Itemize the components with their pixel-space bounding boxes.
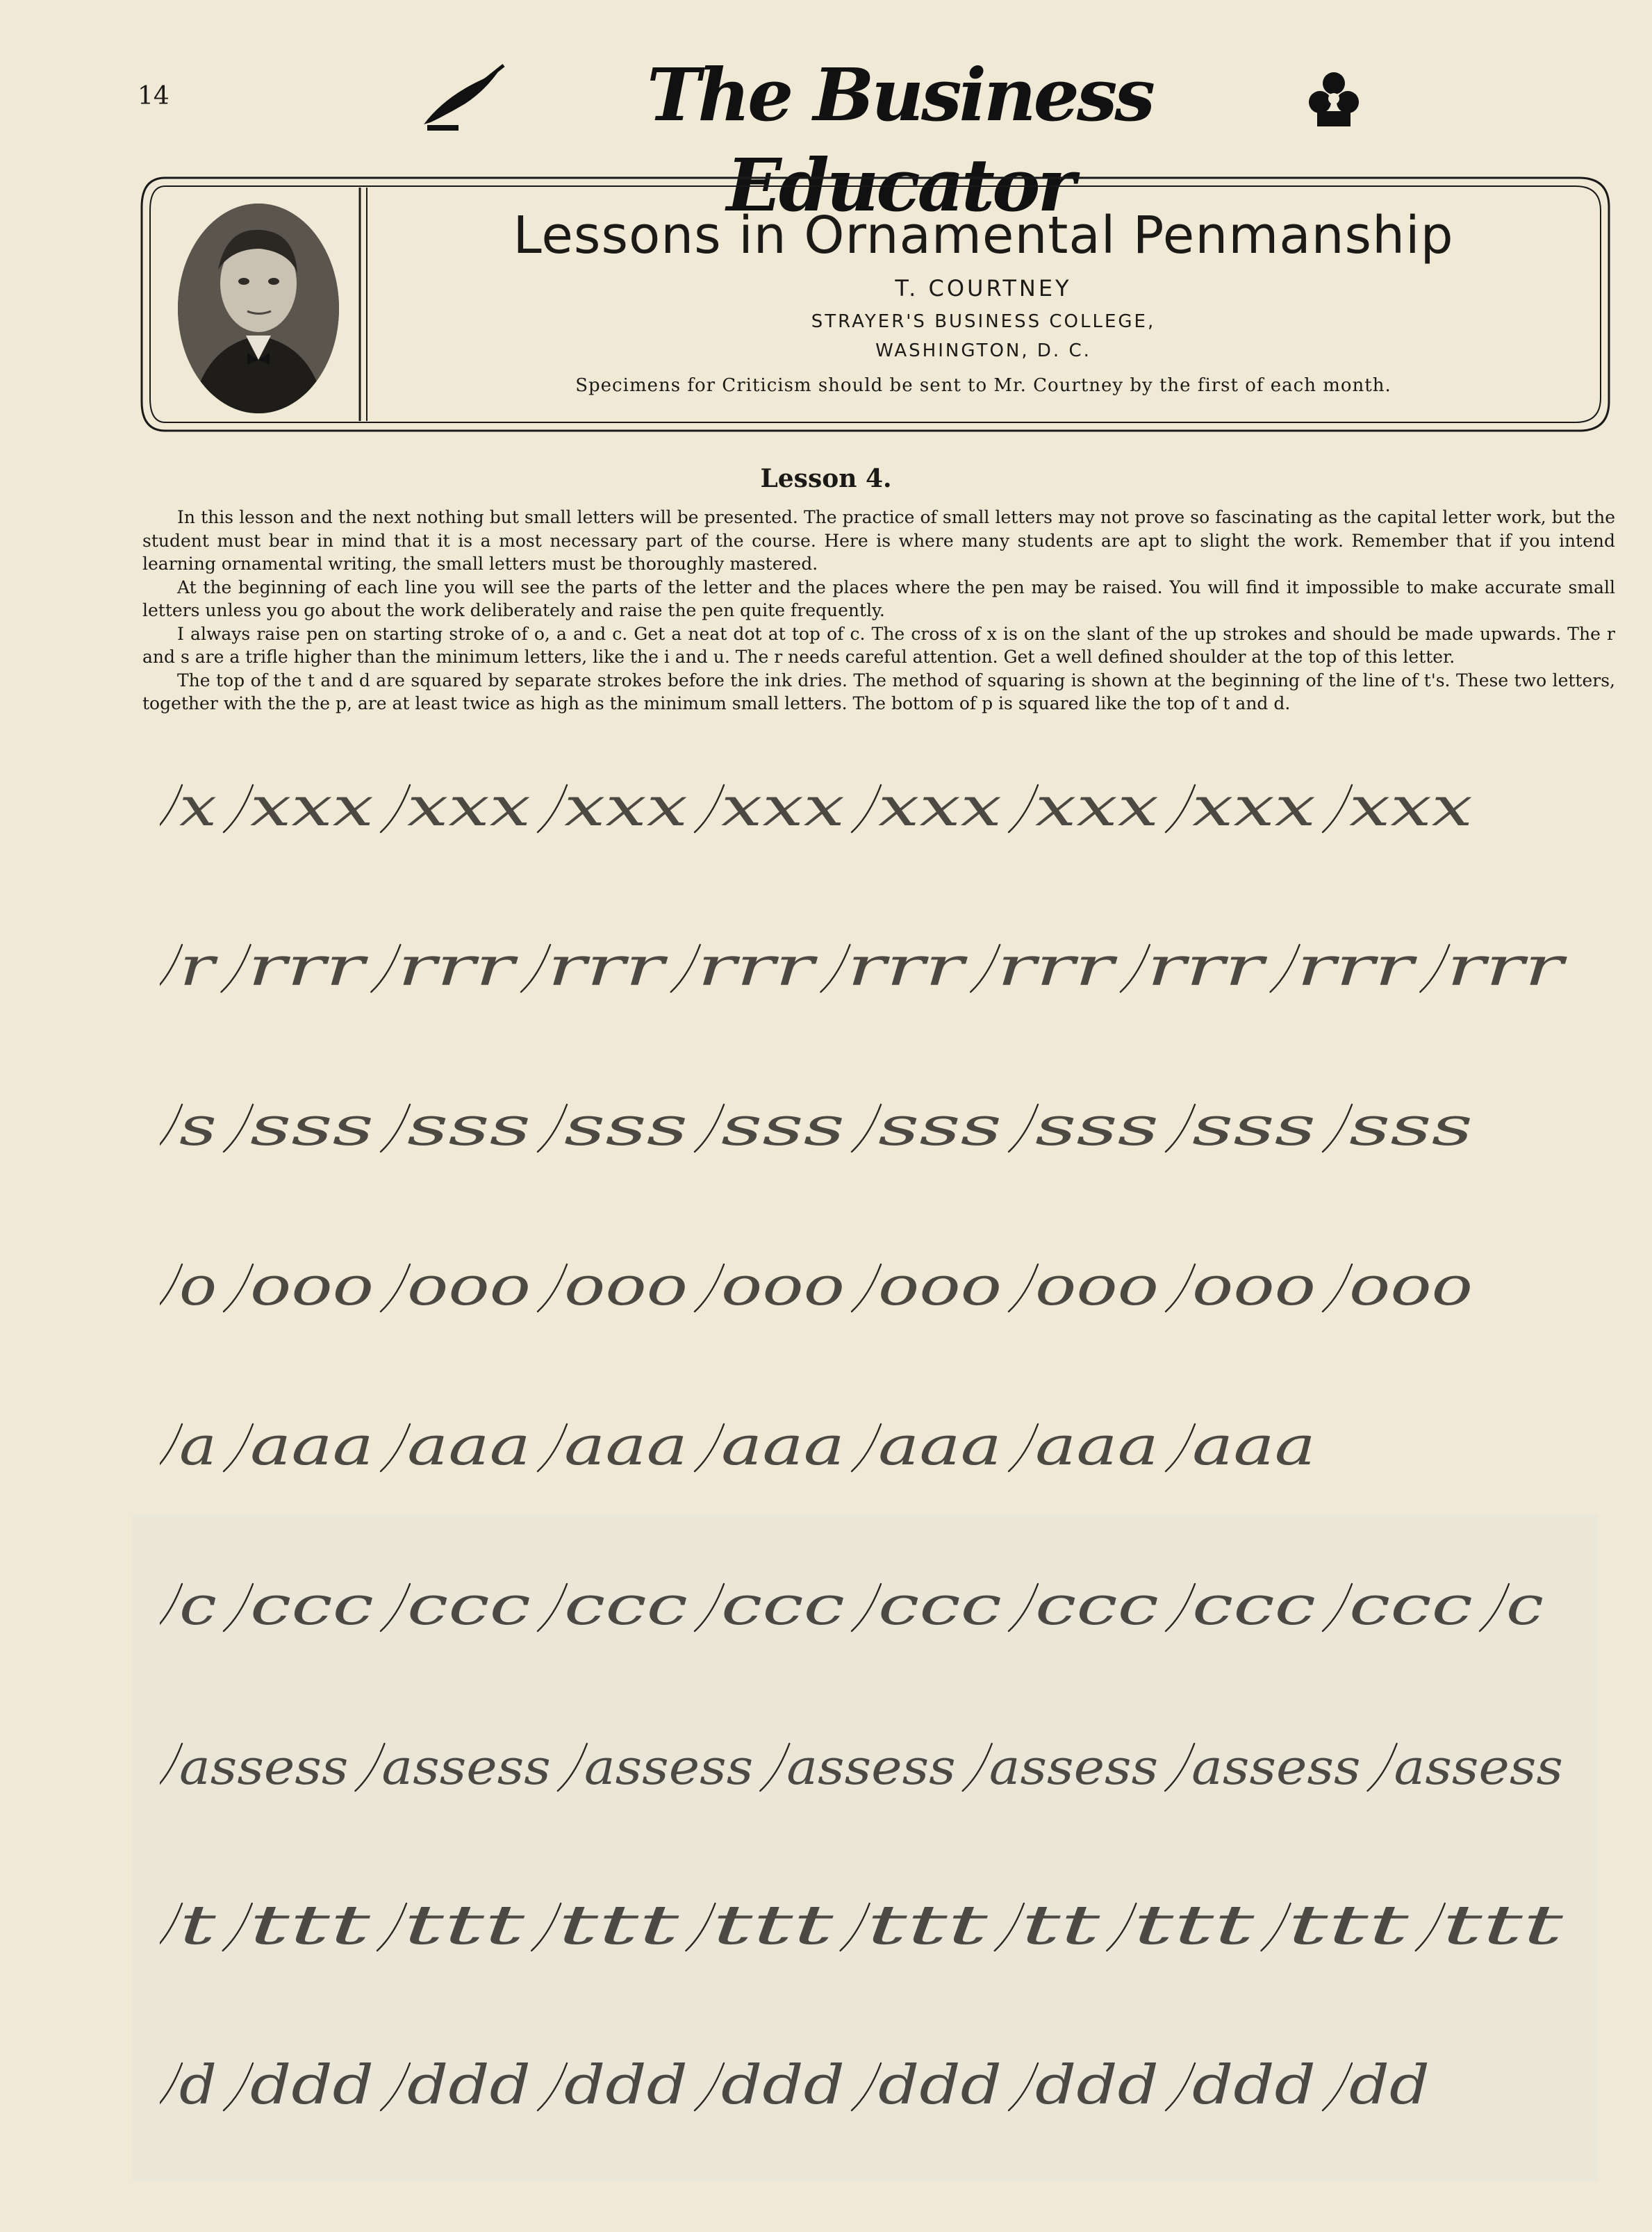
connector-stroke	[538, 1584, 567, 1631]
connector-stroke	[1323, 1105, 1352, 1152]
connector-stroke	[852, 1264, 881, 1312]
connector-stroke	[1009, 1264, 1038, 1312]
connector-stroke	[671, 945, 700, 992]
drill-group: ccc	[1035, 1575, 1159, 1637]
drill-group: aaa	[1192, 1415, 1316, 1478]
drill-group: ccc	[721, 1575, 845, 1637]
drill-line-6	[160, 1575, 1544, 1637]
drill-group: ddd	[407, 2054, 531, 2117]
drill-group: ooo	[1035, 1255, 1159, 1318]
connector-stroke	[1166, 1105, 1195, 1152]
connector-stroke	[1166, 1264, 1195, 1312]
connector-stroke	[538, 785, 567, 832]
lesson-heading: Lesson 4.	[760, 464, 892, 493]
school-city: WASHINGTON, D. C.	[875, 340, 1091, 361]
drill-group: ccc	[1192, 1575, 1316, 1637]
connector-stroke	[381, 1105, 410, 1152]
connector-stroke	[852, 1105, 881, 1152]
connector-stroke	[521, 945, 550, 992]
drill-group: aaa	[1035, 1415, 1159, 1478]
connector-stroke	[224, 1584, 253, 1631]
author-name: T. COURTNEY	[895, 275, 1072, 301]
connector-stroke	[852, 785, 881, 832]
drill-group: ooo	[250, 1255, 374, 1318]
connector-stroke	[531, 1903, 561, 1951]
drill-group: ttt	[1133, 1894, 1255, 1957]
drill-group: assess	[179, 1739, 349, 1796]
school-name: STRAYER'S BUSINESS COLLEGE,	[811, 311, 1156, 332]
connector-stroke	[377, 1903, 406, 1951]
drill-group: ttt	[712, 1894, 834, 1957]
connector-stroke	[686, 1903, 715, 1951]
connector-stroke	[224, 2063, 253, 2110]
connector-stroke	[852, 1584, 881, 1631]
connector-stroke	[841, 1903, 870, 1951]
drill-group: ccc	[250, 1575, 374, 1637]
drill-group: ddd	[878, 2054, 1002, 2117]
drill-group: ddd	[1035, 2054, 1159, 2117]
connector-stroke	[1009, 1584, 1038, 1631]
drill-line-3	[160, 1096, 1473, 1158]
drill-group: sss	[721, 1096, 845, 1158]
connector-stroke	[223, 1903, 252, 1951]
drill-group: xxx	[721, 776, 845, 838]
drill-group: sss	[878, 1096, 1002, 1158]
drill-line-4	[160, 1255, 1473, 1318]
drill-group: assess	[381, 1739, 551, 1796]
drill-group: sss	[250, 1096, 374, 1158]
drill-group: rrr	[1446, 936, 1569, 998]
drill-group: xxx	[878, 776, 1002, 838]
drill-line-8	[160, 1894, 1564, 1957]
drill-group: ooo	[1349, 1255, 1473, 1318]
connector-stroke	[1166, 1424, 1195, 1471]
connector-stroke	[1323, 2063, 1352, 2110]
connector-stroke	[760, 1744, 789, 1791]
drill-group: ddd	[250, 2054, 374, 2117]
drill-group: assess	[584, 1739, 754, 1796]
connector-stroke	[381, 1584, 410, 1631]
drill-group: assess	[786, 1739, 956, 1796]
connector-stroke	[695, 1424, 724, 1471]
connector-stroke	[381, 1424, 410, 1471]
drill-group: sss	[1035, 1096, 1159, 1158]
drill-group: ttt	[1287, 1894, 1410, 1957]
connector-stroke	[1166, 785, 1195, 832]
drill-group: rrr	[247, 936, 370, 998]
drill-group: aaa	[407, 1415, 531, 1478]
drill-group: aaa	[250, 1415, 374, 1478]
drill-group: ddd	[721, 2054, 845, 2117]
connector-stroke	[1480, 1584, 1509, 1631]
connector-stroke	[224, 785, 253, 832]
lesson-title: Lessons in Ornamental Penmanship	[513, 206, 1454, 265]
connector-stroke	[224, 1424, 253, 1471]
author-portrait	[178, 204, 339, 413]
drill-group: ddd	[1192, 2054, 1316, 2117]
connector-stroke	[538, 1264, 567, 1312]
connector-stroke	[1165, 1744, 1194, 1791]
lesson-header-box	[138, 172, 1614, 436]
drill-group: dd	[1349, 2054, 1430, 2117]
drill-group: c	[1506, 1575, 1544, 1637]
drill-group: ttt	[1442, 1894, 1564, 1957]
connector-stroke	[695, 1584, 724, 1631]
drill-group: assess	[1191, 1739, 1361, 1796]
connector-stroke	[538, 2063, 567, 2110]
drill-prefix: t	[179, 1894, 217, 1957]
connector-stroke	[381, 2063, 410, 2110]
connector-stroke	[1420, 945, 1449, 992]
drill-prefix: r	[179, 936, 219, 998]
connector-stroke	[1009, 2063, 1038, 2110]
connector-stroke	[1166, 2063, 1195, 2110]
drill-group: ccc	[407, 1575, 531, 1637]
masthead-title: The Business Educator	[647, 52, 1153, 228]
connector-stroke	[381, 785, 410, 832]
drill-prefix: a	[179, 1415, 217, 1478]
drill-group: rrr	[997, 936, 1118, 998]
paragraph-4: The top of the t and d are squared by separate strokes before the ink dries. The method of squaring is shown at the beginning of the line of t's. These two letters, together with the the p, are at least twice as high as the minimum small letters. The bottom of p is squared like the top of t and d.	[142, 670, 1615, 713]
connector-stroke	[222, 945, 251, 992]
page-number: 14	[138, 82, 170, 110]
connector-stroke	[1166, 1584, 1195, 1631]
connector-stroke	[1323, 1264, 1352, 1312]
connector-stroke	[852, 1424, 881, 1471]
connector-stroke	[224, 1264, 253, 1312]
drill-prefix: s	[179, 1096, 217, 1158]
connector-stroke	[963, 1744, 992, 1791]
connector-stroke	[695, 785, 724, 832]
connector-stroke	[1271, 945, 1300, 992]
connector-stroke	[820, 945, 850, 992]
connector-stroke	[1121, 945, 1150, 992]
drill-prefix: d	[179, 2054, 217, 2117]
drill-line-9	[160, 2054, 1430, 2117]
drill-group: ttt	[866, 1894, 989, 1957]
drill-line-5	[160, 1415, 1316, 1478]
paragraph-2: At the beginning of each line you will see the parts of the letter and the places where the pen may be raised. You will find it impossible to make accurate small letters unless you go about the work deliberately and raise the pen quite frequently.	[142, 577, 1615, 620]
connector-stroke	[1262, 1903, 1291, 1951]
drill-prefix: c	[179, 1575, 217, 1637]
connector-stroke	[1009, 785, 1038, 832]
connector-stroke	[371, 945, 400, 992]
drill-group: ttt	[249, 1894, 372, 1957]
connector-stroke	[695, 2063, 724, 2110]
connector-stroke	[852, 2063, 881, 2110]
connector-stroke	[1323, 1584, 1352, 1631]
drill-group: ddd	[564, 2054, 688, 2117]
connector-stroke	[695, 1105, 724, 1152]
drill-group: rrr	[847, 936, 969, 998]
connector-stroke	[558, 1744, 587, 1791]
penmanship-drills	[160, 764, 1605, 2188]
drill-group: ccc	[878, 1575, 1002, 1637]
connector-stroke	[1107, 1903, 1136, 1951]
drill-group: ttt	[403, 1894, 526, 1957]
drill-group: xxx	[250, 776, 374, 838]
crest-icon	[1299, 64, 1369, 133]
masthead	[417, 50, 1376, 228]
drill-group: sss	[407, 1096, 531, 1158]
drill-group: sss	[1192, 1096, 1316, 1158]
drill-line-2	[160, 936, 1568, 998]
drill-group: xxx	[1035, 776, 1159, 838]
connector-stroke	[381, 1264, 410, 1312]
drill-group: xxx	[1349, 776, 1473, 838]
drill-group: aaa	[564, 1415, 688, 1478]
drill-group: ccc	[564, 1575, 688, 1637]
drill-group: assess	[1394, 1739, 1563, 1796]
specimen-note: Specimens for Criticism should be sent to Mr. Courtney by the first of each month.	[575, 375, 1391, 396]
drill-group: ooo	[407, 1255, 531, 1318]
drill-group: rrr	[547, 936, 669, 998]
connector-stroke	[1416, 1903, 1445, 1951]
drill-group: ooo	[564, 1255, 688, 1318]
drill-group: assess	[989, 1739, 1159, 1796]
drill-group: xxx	[1192, 776, 1316, 838]
drill-group: ooo	[721, 1255, 845, 1318]
connector-stroke	[355, 1744, 384, 1791]
header-text	[367, 172, 1600, 436]
drill-group: rrr	[397, 936, 520, 998]
paragraph-3: I always raise pen on starting stroke of o, a and c. Get a neat dot at top of c. The cross of x is on the slant of the up strokes and should be made upwards. The r and s are a trifle higher than the minimum letters, like the i and u. The r needs careful attention. Get a well defined shoulder at the top of this letter.	[142, 623, 1615, 667]
paragraph-1: In this lesson and the next nothing but small letters will be presented. The practice of small letters may not prove so fascinating as the capital letter work, but the student must bear in mind that it is a most necessary part of the course. Here is where many students are apt to slight the work. Remember that if you intend learning ornamental writing, the small letters must be thoroughly mastered.	[142, 507, 1615, 574]
drill-group: xxx	[564, 776, 688, 838]
lesson-body	[142, 506, 1615, 716]
drill-line-7	[160, 1739, 1563, 1796]
drill-group: rrr	[697, 936, 819, 998]
connector-stroke	[695, 1264, 724, 1312]
connector-stroke	[970, 945, 1000, 992]
drill-group: rrr	[1296, 936, 1419, 998]
drill-group: xxx	[407, 776, 531, 838]
drill-group: tt	[1021, 1894, 1101, 1957]
drill-group: rrr	[1146, 936, 1269, 998]
connector-stroke	[1368, 1744, 1397, 1791]
connector-stroke	[538, 1424, 567, 1471]
drill-group: ooo	[1192, 1255, 1316, 1318]
drill-group: ccc	[1349, 1575, 1473, 1637]
connector-stroke	[538, 1105, 567, 1152]
drill-group: ooo	[878, 1255, 1002, 1318]
connector-stroke	[224, 1105, 253, 1152]
drill-group: aaa	[878, 1415, 1002, 1478]
connector-stroke	[1009, 1424, 1038, 1471]
connector-stroke	[995, 1903, 1024, 1951]
drill-group: sss	[1349, 1096, 1473, 1158]
quill-icon	[417, 58, 507, 135]
drill-prefix: o	[179, 1255, 217, 1318]
drill-group: ttt	[558, 1894, 680, 1957]
connector-stroke	[1323, 785, 1352, 832]
drill-prefix: x	[179, 776, 217, 838]
drill-group: aaa	[721, 1415, 845, 1478]
drill-line-1	[160, 776, 1473, 838]
drill-group: sss	[564, 1096, 688, 1158]
connector-stroke	[1009, 1105, 1038, 1152]
